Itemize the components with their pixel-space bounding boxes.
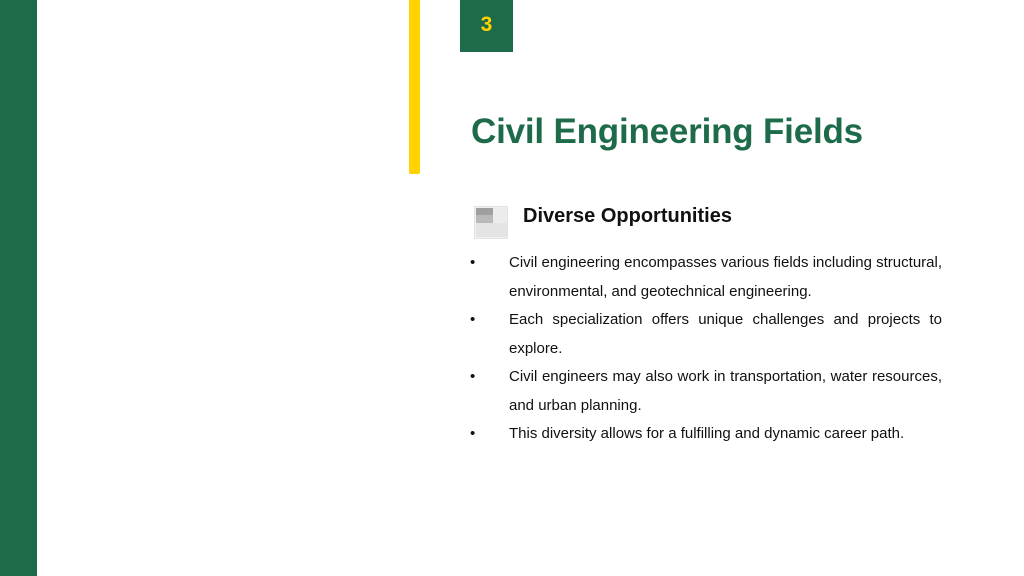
page-number-badge (460, 0, 513, 52)
bullet-item (470, 420, 942, 449)
bullet-marker: • (470, 254, 476, 271)
bullet-text: Civil engineers may also work in transportation, water resources, and urban planning. (509, 368, 942, 414)
bullet-item (470, 306, 942, 363)
bullet-marker: • (470, 368, 476, 385)
document-square-icon (474, 206, 508, 239)
bullet-list (470, 249, 942, 449)
bullet-item (470, 249, 942, 306)
bullet-marker: • (470, 425, 476, 442)
section-heading: Diverse Opportunities (523, 205, 732, 227)
page-number: 3 (480, 12, 493, 36)
yellow-accent-bar (409, 0, 420, 174)
left-green-band (0, 0, 37, 576)
bullet-text: This diversity allows for a fulfilling and dynamic career path. (509, 425, 905, 442)
bullet-text: Each specialization offers unique challenges and projects to explore. (509, 311, 942, 357)
bullet-item (470, 363, 942, 420)
slide-title: Civil Engineering Fields (471, 112, 863, 151)
bullet-marker: • (470, 311, 476, 328)
bullet-text: Civil engineering encompasses various fields including structural, environmental, and geotechnical engineering. (509, 254, 942, 300)
